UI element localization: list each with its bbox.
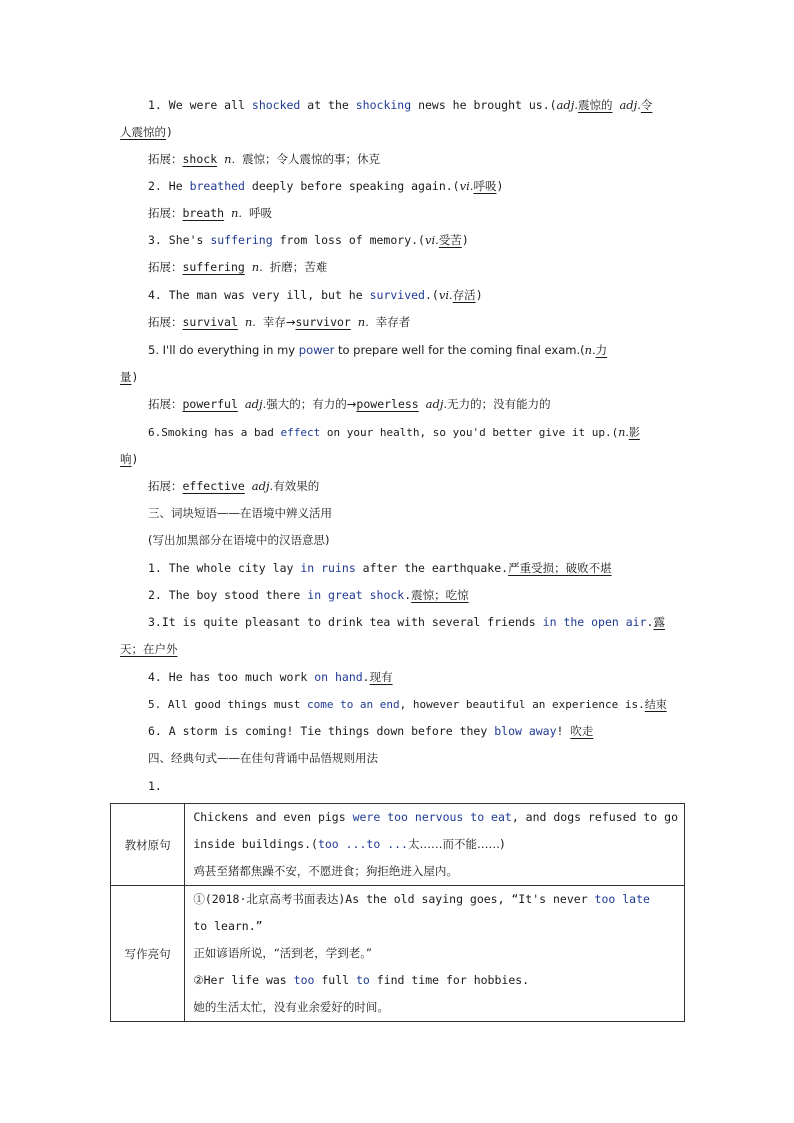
extension-word: powerless xyxy=(356,397,419,411)
sentence-text: ②Her life was xyxy=(193,973,294,987)
sentence-text: ! xyxy=(556,724,571,738)
sentence-text: We were all xyxy=(168,98,252,112)
translation: 她的生活太忙，没有业余爱好的时间。 xyxy=(193,1000,389,1014)
arrow-icon: → xyxy=(285,315,296,329)
table-row xyxy=(111,886,685,1022)
keyword: in great shock xyxy=(307,588,405,602)
translation: 鸡甚至猪都焦躁不安，不愿进食；狗拒绝进入屋内。 xyxy=(193,864,458,878)
keyword: shocking xyxy=(355,98,412,112)
answer: 现有 xyxy=(369,670,393,684)
answer: 力 xyxy=(595,343,608,357)
sentence-text: news he brought us.( xyxy=(411,98,557,112)
answer: 人震惊的 xyxy=(120,125,166,139)
phrase-item-4 xyxy=(148,664,680,691)
part-of-speech: adj. xyxy=(244,397,267,411)
extension-word: shock xyxy=(182,152,218,166)
extension-label: 拓展： xyxy=(148,397,183,411)
part-of-speech: adj. xyxy=(556,98,578,112)
sentence-text: He xyxy=(168,179,190,193)
vocab-item-1 xyxy=(148,92,680,119)
answer: 呼吸 xyxy=(473,179,497,193)
part-of-speech: vi. xyxy=(459,179,474,193)
answer: 震惊；吃惊 xyxy=(411,588,469,602)
row-label: 教材原句 xyxy=(111,804,185,886)
answer: 存活 xyxy=(452,288,476,302)
answer: 影 xyxy=(628,426,640,439)
phrase-item-3 xyxy=(148,609,680,636)
part-of-speech: n. xyxy=(584,343,596,357)
item-number: 3. xyxy=(148,233,162,247)
part-of-speech: n. xyxy=(251,260,263,274)
keyword: to xyxy=(355,973,370,987)
keyword: too ...to ... xyxy=(317,837,408,851)
extension-1 xyxy=(148,146,680,173)
item-number: 1. xyxy=(148,561,162,575)
writing-sentence-line xyxy=(193,886,678,913)
keyword: come to an end xyxy=(306,698,400,711)
sentence-text: The whole city lay xyxy=(168,561,301,575)
translation: 正如谚语所说，“活到老，学到老。” xyxy=(193,946,372,960)
sentence-text: Chickens and even pigs xyxy=(193,810,353,824)
phrase-item-5 xyxy=(148,691,680,718)
extension-word: survival xyxy=(182,315,238,329)
paren: ) xyxy=(496,179,504,193)
part-of-speech: vi. xyxy=(438,288,453,302)
sentence-text: from loss of memory.( xyxy=(272,233,425,247)
extension-word: survivor xyxy=(295,315,351,329)
extension-word: powerful xyxy=(182,397,238,411)
extension-3 xyxy=(148,254,680,281)
textbook-sentence-line xyxy=(193,804,678,831)
extension-meaning: 震惊；令人震惊的事；休克 xyxy=(242,152,381,166)
item-number: 4. xyxy=(148,670,162,684)
sentence-pattern-table xyxy=(110,803,685,1022)
sentence-text: I'll do everything in my xyxy=(162,343,299,357)
sentence-text: to prepare well for the coming final exam.( xyxy=(334,343,585,357)
sentence-text: , however beautiful an experience is. xyxy=(399,698,645,711)
sentence-text: , and dogs refused to go xyxy=(511,810,678,824)
phrase-item-2 xyxy=(148,582,680,609)
vocab-item-4 xyxy=(148,282,680,309)
extension-meaning: 呼吸 xyxy=(248,206,272,220)
sentence-text: after the earthquake. xyxy=(355,561,509,575)
part-of-speech: n. xyxy=(230,206,243,220)
textbook-sentence-line xyxy=(193,831,678,858)
writing-sentence-line xyxy=(193,913,678,940)
item-number: 3. xyxy=(148,615,162,629)
part-of-speech: n. xyxy=(618,426,629,439)
part-of-speech: n. xyxy=(224,152,236,166)
extension-label: 拓展： xyxy=(148,479,183,493)
arrow-icon: → xyxy=(346,397,357,411)
paren: ) xyxy=(131,452,139,466)
phrase-item-6 xyxy=(148,718,680,745)
sentence-text: Smoking has a bad xyxy=(161,426,281,439)
sentence-text: He has too much work xyxy=(168,670,315,684)
part-of-speech: adj. xyxy=(425,397,448,411)
keyword: on hand xyxy=(314,670,363,684)
keyword: suffering xyxy=(210,233,273,247)
paren: ) xyxy=(131,370,139,384)
answer: 露 xyxy=(653,615,665,629)
item-number: 4. xyxy=(148,288,162,302)
answer: 天；在户外 xyxy=(120,642,178,656)
keyword: too late xyxy=(594,892,650,906)
sentence-text: full xyxy=(314,973,356,987)
extension-label: 拓展： xyxy=(148,260,183,274)
part-of-speech: n. xyxy=(244,315,256,329)
extension-meaning: 强大的；有力的 xyxy=(266,397,347,411)
answer: 吹走 xyxy=(570,724,594,738)
sentence-text: The man was very ill, but he xyxy=(168,288,370,302)
extension-meaning: 有效果的 xyxy=(273,479,320,493)
answer: 严重受损；破败不堪 xyxy=(508,561,612,575)
extension-word: effective xyxy=(182,479,245,493)
part-of-speech: vi. xyxy=(424,233,439,247)
extension-6 xyxy=(148,473,680,500)
sentence-text: It is quite pleasant to drink tea with several friends xyxy=(161,615,543,629)
answer: 令 xyxy=(640,98,653,112)
extension-meaning: 折磨；苦难 xyxy=(269,260,328,274)
sentence-text: deeply before speaking again.( xyxy=(244,179,460,193)
keyword: in the open air xyxy=(542,615,647,629)
keyword: effect xyxy=(280,426,321,439)
extension-meaning: 幸存 xyxy=(262,315,286,329)
answer: 量 xyxy=(120,370,132,384)
extension-4 xyxy=(148,309,680,336)
writing-sentence-line xyxy=(193,967,678,994)
sentence-text: inside buildings.( xyxy=(193,837,318,851)
keyword: were too nervous to eat xyxy=(352,810,512,824)
answer: 受苦 xyxy=(438,233,462,247)
vocab-item-5 xyxy=(148,337,680,364)
section-4-title: 四、经典句式——在佳句背诵中品悟规则用法 xyxy=(148,751,378,765)
paren: ) xyxy=(166,125,173,139)
answer: 结束 xyxy=(644,698,667,711)
sentence-text: A storm is coming! Tie things down before they xyxy=(168,724,495,738)
keyword: too xyxy=(293,973,315,987)
sentence-text: All good things must xyxy=(167,698,307,711)
keyword: shocked xyxy=(251,98,301,112)
vocab-item-5-cont xyxy=(120,364,680,391)
item-number: 5. xyxy=(148,698,162,711)
extension-word: breath xyxy=(182,206,225,220)
extension-word: suffering xyxy=(182,260,245,274)
sentence-text: . xyxy=(362,670,370,684)
sentence-text: to learn.” xyxy=(193,919,263,933)
extension-meaning: 无力的；没有能力的 xyxy=(447,397,551,411)
paren: ) xyxy=(475,288,483,302)
keyword: power xyxy=(298,343,335,357)
section-4-number: 1. xyxy=(148,779,162,793)
extension-label: 拓展： xyxy=(148,152,183,166)
sentence-text: . xyxy=(404,588,412,602)
extension-5 xyxy=(148,391,680,418)
vocab-item-6 xyxy=(148,419,680,446)
extension-meaning: 幸存者 xyxy=(375,315,411,329)
answer: 响 xyxy=(120,452,132,466)
item-number: 6. xyxy=(148,724,162,738)
sentence-text: at the xyxy=(300,98,356,112)
keyword: in ruins xyxy=(300,561,356,575)
part-of-speech: adj. xyxy=(251,479,274,493)
sentence-text: .( xyxy=(424,288,439,302)
paren: ) xyxy=(461,233,469,247)
sentence-text: find time for hobbies. xyxy=(369,973,530,987)
keyword: breathed xyxy=(189,179,245,193)
part-of-speech: n. xyxy=(357,315,369,329)
phrase-item-3-cont xyxy=(120,636,680,663)
item-number: 2. xyxy=(148,179,162,193)
vocab-item-2 xyxy=(148,173,680,200)
section-3-note: (写出加黑部分在语境中的汉语意思) xyxy=(148,533,330,547)
sentence-text: She's xyxy=(168,233,211,247)
vocab-item-6-cont xyxy=(120,446,680,473)
extension-label: 拓展： xyxy=(148,206,183,220)
part-of-speech: adj. xyxy=(619,98,641,112)
vocab-item-1-cont xyxy=(120,119,680,146)
sentence-text: ①(2018·北京高考书面表达)As the old saying goes, “It's never xyxy=(193,892,595,906)
item-number: 6. xyxy=(148,426,162,439)
extension-label: 拓展： xyxy=(148,315,183,329)
table-row xyxy=(111,804,685,886)
extension-2 xyxy=(148,200,680,227)
item-number: 2. xyxy=(148,588,162,602)
keyword: survived xyxy=(369,288,425,302)
vocab-item-3 xyxy=(148,227,680,254)
row-content xyxy=(185,886,685,1022)
section-3-title: 三、词块短语——在语境中辨义活用 xyxy=(148,506,332,520)
sentence-text: on your health, so you'd better give it up.( xyxy=(320,426,619,439)
sentence-text: . xyxy=(646,615,654,629)
row-label: 写作亮句 xyxy=(111,886,185,1022)
sentence-text: The boy stood there xyxy=(168,588,308,602)
item-number: 1. xyxy=(148,98,162,112)
phrase-item-1 xyxy=(148,555,680,582)
row-content xyxy=(185,804,685,886)
sentence-text: 太……而不能……) xyxy=(407,837,505,851)
item-number: 5. xyxy=(148,343,159,357)
keyword: blow away xyxy=(494,724,557,738)
answer: 震惊的 xyxy=(578,98,613,112)
